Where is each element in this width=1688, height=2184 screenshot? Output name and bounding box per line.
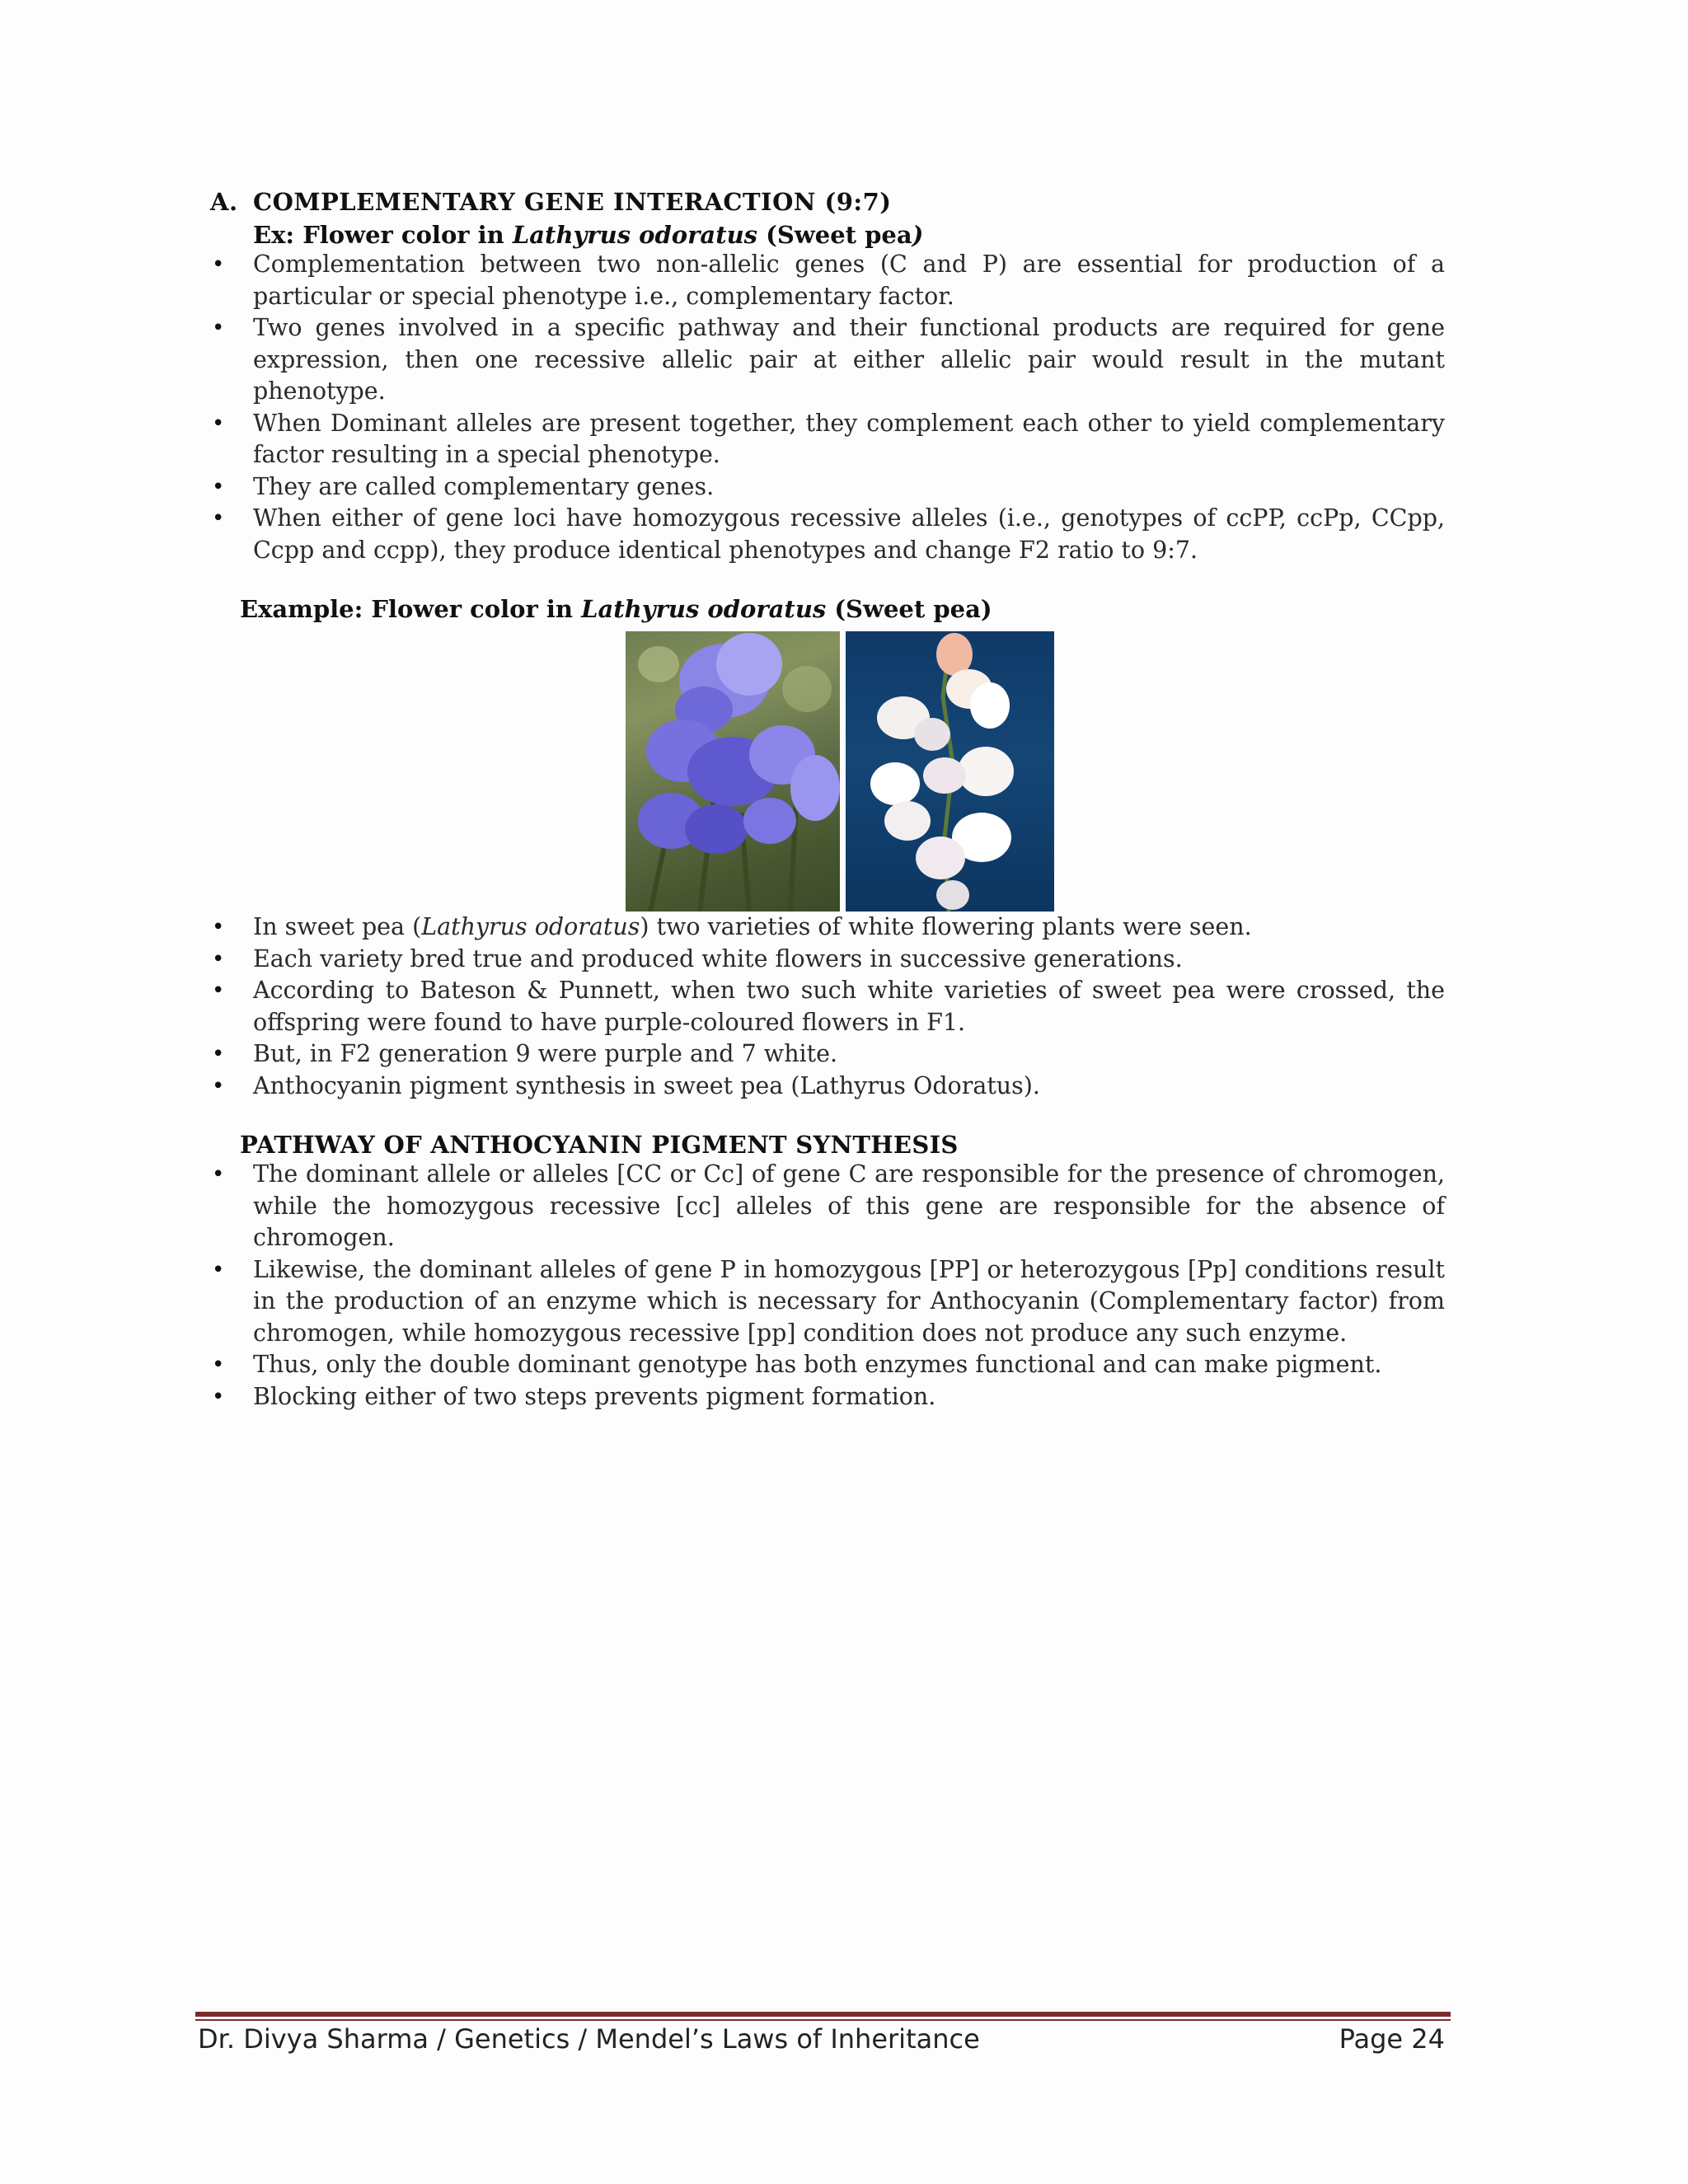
- footer-author: Dr. Divya Sharma / Genetics / Mendel’s Laws of Inheritance: [198, 2023, 980, 2055]
- example-prefix: Ex: Flower color in: [253, 221, 513, 249]
- section-letter: A.: [210, 188, 238, 216]
- list-item: • Each variety bred true and produced white flowers in successive generations.: [210, 944, 1445, 976]
- pathway-heading: PATHWAY OF ANTHOCYANIN PIGMENT SYNTHESIS: [240, 1131, 959, 1159]
- sweet-pea-bullet-list: [210, 912, 1445, 1102]
- section-example-heading: [253, 221, 1445, 249]
- list-item: • Two genes involved in a specific pathway and their functional products are required for gene expression, then one recessive allelic pair at either allelic pair would result in the mutant phenotype.: [210, 312, 1445, 408]
- list-item: • The dominant allele or alleles [CC or Cc] of gene C are responsible for the presence of chromogen, while the homozygous recessive [cc] alleles of this gene are responsible for the absence of chromogen.: [210, 1159, 1445, 1254]
- example-heading: [240, 595, 1445, 623]
- list-item: • When either of gene loci have homozygous recessive alleles (i.e., genotypes of ccPP, ccPp, CCpp, Ccpp and ccpp), they produce identical phenotypes and change F2 ratio to 9:7.: [210, 503, 1445, 566]
- first-bullet-prefix: In sweet pea (: [253, 913, 422, 940]
- footer-rule-thin: [195, 2019, 1451, 2021]
- section-heading: [210, 188, 1445, 216]
- example-heading-prefix: Example: Flower color in: [240, 595, 582, 623]
- example-heading-species: Lathyrus odoratus: [581, 595, 827, 623]
- pathway-bullet-list: [210, 1159, 1445, 1413]
- page-number: Page 24: [1339, 2023, 1445, 2055]
- list-item: • They are called complementary genes.: [210, 471, 1445, 504]
- white-sweet-pea-photo: [846, 631, 1054, 912]
- example-heading-suffix: (Sweet pea): [826, 595, 992, 623]
- example-suffix: (Sweet pea: [757, 221, 912, 249]
- list-item: [210, 912, 1445, 944]
- list-item: • Anthocyanin pigment synthesis in sweet pea (Lathyrus Odoratus).: [210, 1071, 1445, 1103]
- page-content: [210, 188, 1445, 1413]
- white-flowers-illustration: [846, 631, 1054, 912]
- example-species: Lathyrus odoratus: [512, 221, 758, 249]
- list-item: • According to Bateson & Punnett, when two such white varieties of sweet pea were crossed, the offspring were found to have purple-coloured flowers in F1.: [210, 975, 1445, 1038]
- list-item: • But, in F2 generation 9 were purple and 7 white.: [210, 1038, 1445, 1071]
- purple-flowers-illustration: [626, 631, 840, 912]
- list-item: • Blocking either of two steps prevents pigment formation.: [210, 1381, 1445, 1413]
- section-title: COMPLEMENTARY GENE INTERACTION (9:7): [253, 188, 892, 216]
- list-item: • When Dominant alleles are present together, they complement each other to yield complementary factor resulting in a special phenotype.: [210, 408, 1445, 471]
- first-bullet-suffix: ) two varieties of white flowering plants were seen.: [640, 913, 1252, 940]
- list-item: • Likewise, the dominant alleles of gene P in homozygous [PP] or heterozygous [Pp] conditions result in the production of an enzyme which is necessary for Anthocyanin (Complementary factor) from chromogen, while homozygous recessive [pp] condition does not produce any such enzyme.: [210, 1254, 1445, 1350]
- list-item: • Complementation between two non-allelic genes (C and P) are essential for production of a particular or special phenotype i.e., complementary factor.: [210, 249, 1445, 312]
- first-bullet-species: Lathyrus odoratus: [421, 913, 640, 940]
- example-end: ): [912, 221, 924, 249]
- list-item: • Thus, only the double dominant genotype has both enzymes functional and can make pigment.: [210, 1349, 1445, 1381]
- intro-bullet-list: [210, 249, 1445, 566]
- sweet-pea-figure: [626, 631, 1054, 912]
- purple-sweet-pea-photo: [626, 631, 840, 912]
- footer-rule: [195, 2012, 1451, 2017]
